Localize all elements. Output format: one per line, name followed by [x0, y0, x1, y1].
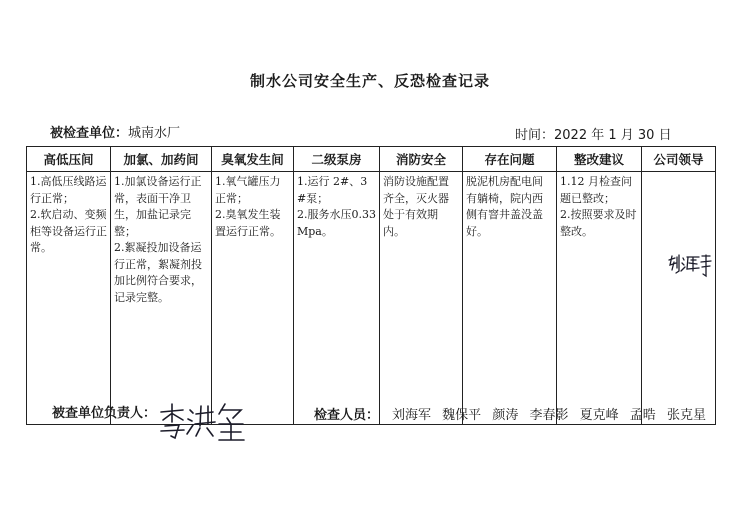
inspected-unit	[50, 122, 180, 141]
table-header-row	[27, 147, 716, 172]
table-cell-leader	[642, 172, 716, 425]
inspector-name: 颜涛	[492, 408, 519, 423]
inspector-name: 李春影	[529, 408, 569, 423]
inspection-table	[26, 146, 716, 425]
table-cell	[212, 172, 294, 425]
column-header: 整改建议	[557, 147, 642, 172]
table-cell	[294, 172, 380, 425]
table-cell	[557, 172, 642, 425]
inspector-name: 孟晧	[629, 408, 656, 423]
table-cell	[380, 172, 463, 425]
inspection-date	[515, 124, 672, 143]
page-title: 制水公司安全生产、反恐检查记录	[249, 72, 490, 90]
column-header: 高低压间	[27, 147, 111, 172]
inspector-name: 夏克峰	[579, 408, 619, 423]
cell-line: 1.12 月检查问题已整改；	[560, 175, 632, 205]
cell-line: 脱泥机房配电间有躺椅，院内西侧有窨井盖没盖好。	[466, 175, 543, 238]
column-header: 公司领导	[642, 147, 716, 172]
cell-line: 1.氧气罐压力正常；	[215, 175, 281, 205]
column-header: 存在问题	[463, 147, 557, 172]
table-cell	[27, 172, 111, 425]
column-header: 二级泵房	[294, 147, 380, 172]
date-value: 2022 年 1 月 30 日	[554, 128, 672, 143]
inspectors-label: 检查人员：	[314, 408, 380, 423]
cell-line: 2.按照要求及时整改。	[560, 208, 637, 238]
inspector-name: 张克星	[666, 408, 706, 423]
inspector-name: 刘海军	[392, 408, 432, 423]
table-cell	[463, 172, 557, 425]
cell-line: 2.絮凝投加设备运行正常，絮凝剂投加比例符合要求，记录完整。	[114, 241, 202, 304]
table-cell	[111, 172, 212, 425]
date-label: 时间：	[515, 128, 555, 143]
column-header: 加氯、加药间	[111, 147, 212, 172]
table-row	[27, 172, 716, 425]
responsible-signature-image	[157, 400, 247, 444]
inspected-unit-value: 城南水厂	[128, 126, 181, 141]
cell-line: 1.运行 2#、3#泵；	[297, 175, 368, 205]
cell-line: 2.臭氧发生装置运行正常。	[215, 208, 281, 238]
column-header: 臭氧发生间	[212, 147, 294, 172]
leader-signature-image	[666, 252, 712, 278]
inspector-name: 魏保平	[442, 408, 482, 423]
column-header: 消防安全	[380, 147, 463, 172]
inspectors-list	[392, 404, 713, 423]
inspected-unit-label: 被检查单位：	[50, 126, 129, 141]
cell-line: 2.软启动、变频柜等设备运行正常。	[30, 208, 107, 254]
responsible-person-label: 被查单位负责人：	[52, 406, 157, 421]
cell-line: 消防设施配置齐全，灭火器处于有效期内。	[383, 175, 449, 238]
cell-line: 1.高低压线路运行正常；	[30, 175, 107, 205]
cell-line: 1.加氯设备运行正常，表面干净卫生，加盐记录完整；	[114, 175, 202, 238]
cell-line: 2.服务水压0.33Mpa。	[297, 208, 376, 238]
